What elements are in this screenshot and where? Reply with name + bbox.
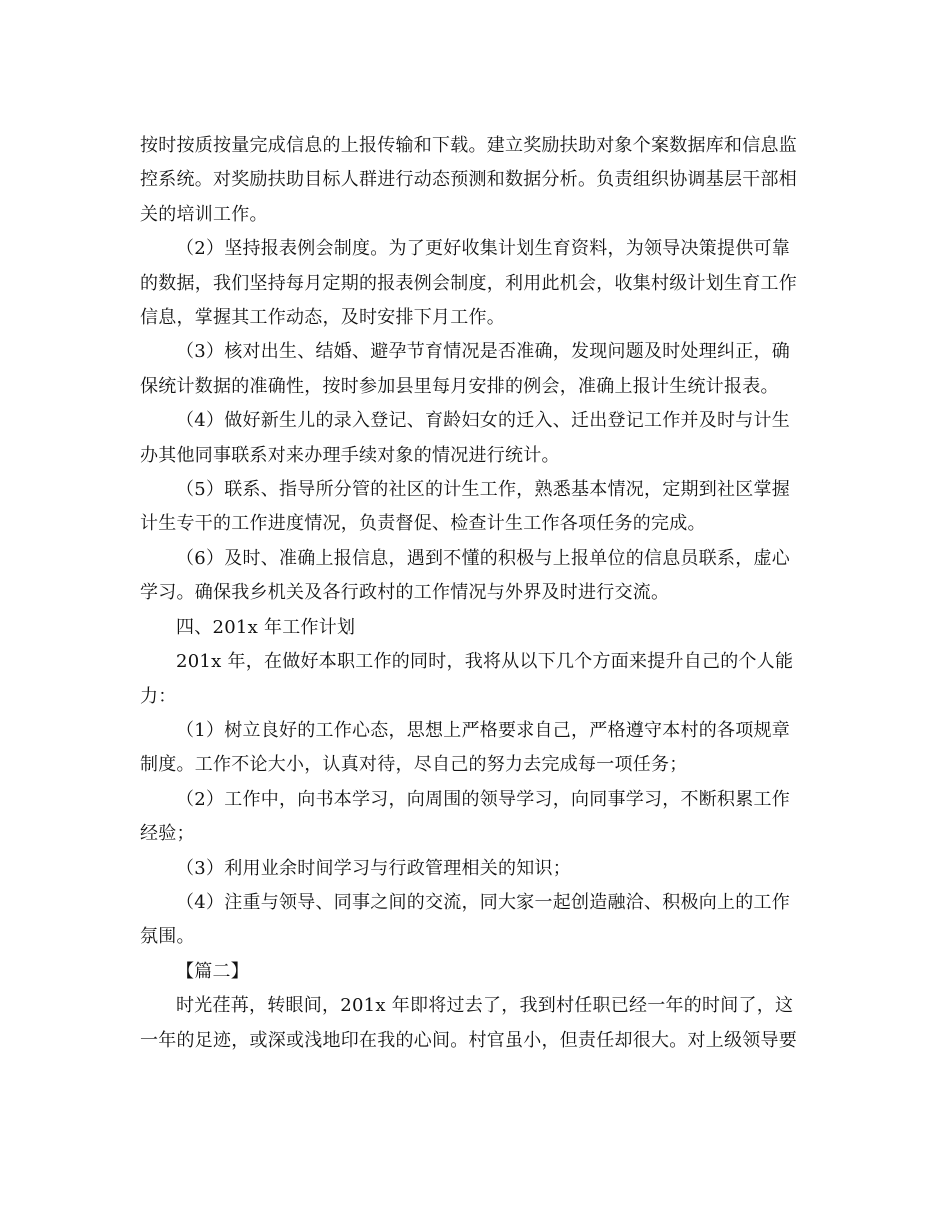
document-body [140, 129, 830, 1058]
text-line: （2）工作中，向书本学习，向周围的领导学习，向同事学习，不断积累工作 [176, 788, 790, 810]
text-line: 学习。确保我乡机关及各行政村的工作情况与外界及时进行交流。 [140, 582, 670, 604]
paragraph-plan-1 [140, 714, 830, 783]
paragraph-item-4 [140, 404, 830, 473]
paragraph-plan-3 [140, 852, 830, 886]
text-line: 氛围。 [140, 926, 195, 948]
paragraph-item-5 [140, 473, 830, 542]
paragraph-item-6 [140, 542, 830, 611]
text-line: 一年的足迹，或深或浅地印在我的心间。村官虽小，但责任却很大。对上级领导要 [140, 1029, 797, 1051]
text-line: 办其他同事联系对来办理手续对象的情况进行统计。 [140, 444, 560, 466]
text-line: （3）利用业余时间学习与行政管理相关的知识； [176, 857, 571, 879]
paragraph-plan-intro [140, 645, 830, 714]
text-line: 控系统。对奖励扶助目标人群进行动态预测和数据分析。负责组织协调基层干部相 [140, 169, 797, 191]
text-line: 的数据，我们坚持每月定期的报表例会制度，利用此机会，收集村级计划生育工作 [140, 272, 797, 294]
text-line: （3）核对出生、结婚、避孕节育情况是否准确，发现问题及时处理纠正，确 [176, 341, 790, 363]
section-heading-work-plan [140, 611, 830, 645]
text-line: 按时按质按量完成信息的上报传输和下载。建立奖励扶助对象个案数据库和信息监 [140, 135, 797, 156]
text-line: （6）及时、准确上报信息，遇到不懂的积极与上报单位的信息员联系，虚心 [176, 547, 790, 569]
paragraph-item-2 [140, 232, 830, 335]
heading-text: 四、201x 年工作计划 [176, 616, 356, 638]
text-line: （4）注重与领导、同事之间的交流，同大家一起创造融洽、积极向上的工作 [176, 891, 790, 913]
text-line: 201x 年，在做好本职工作的同时，我将从以下几个方面来提升自己的个人能 [176, 651, 794, 673]
part-heading-part-two [140, 955, 830, 989]
text-line: （2）坚持报表例会制度。为了更好收集计划生育资料，为领导决策提供可靠 [176, 238, 790, 260]
text-line: 力： [140, 685, 177, 707]
paragraph-part2-intro [140, 989, 830, 1058]
text-line: （1）树立良好的工作心态，思想上严格要求自己，严格遵守本村的各项规章 [176, 719, 790, 741]
text-line: 信息，掌握其工作动态，及时安排下月工作。 [140, 307, 505, 329]
text-line: 保统计数据的准确性，按时参加县里每月安排的例会，准确上报计生统计报表。 [140, 375, 779, 397]
text-line: 时光荏苒，转眼间，201x 年即将过去了，我到村任职已经一年的时间了，这 [176, 995, 794, 1017]
paragraph-plan-4 [140, 886, 830, 955]
paragraph-intro-continuation [140, 129, 830, 232]
text-line: 经验； [140, 823, 195, 845]
paragraph-plan-2 [140, 783, 830, 852]
paragraph-item-3 [140, 335, 830, 404]
text-line: （5）联系、指导所分管的社区的计生工作，熟悉基本情况，定期到社区掌握 [176, 479, 790, 501]
heading-text: 【篇二】 [176, 960, 249, 982]
text-line: 制度。工作不论大小，认真对待，尽自己的努力去完成每一项任务； [140, 754, 688, 776]
text-line: 计生专干的工作进度情况，负责督促、检查计生工作各项任务的完成。 [140, 513, 706, 535]
text-line: （4）做好新生儿的录入登记、育龄妇女的迁入、迁出登记工作并及时与计生 [176, 410, 790, 432]
text-line: 关的培训工作。 [140, 203, 268, 225]
